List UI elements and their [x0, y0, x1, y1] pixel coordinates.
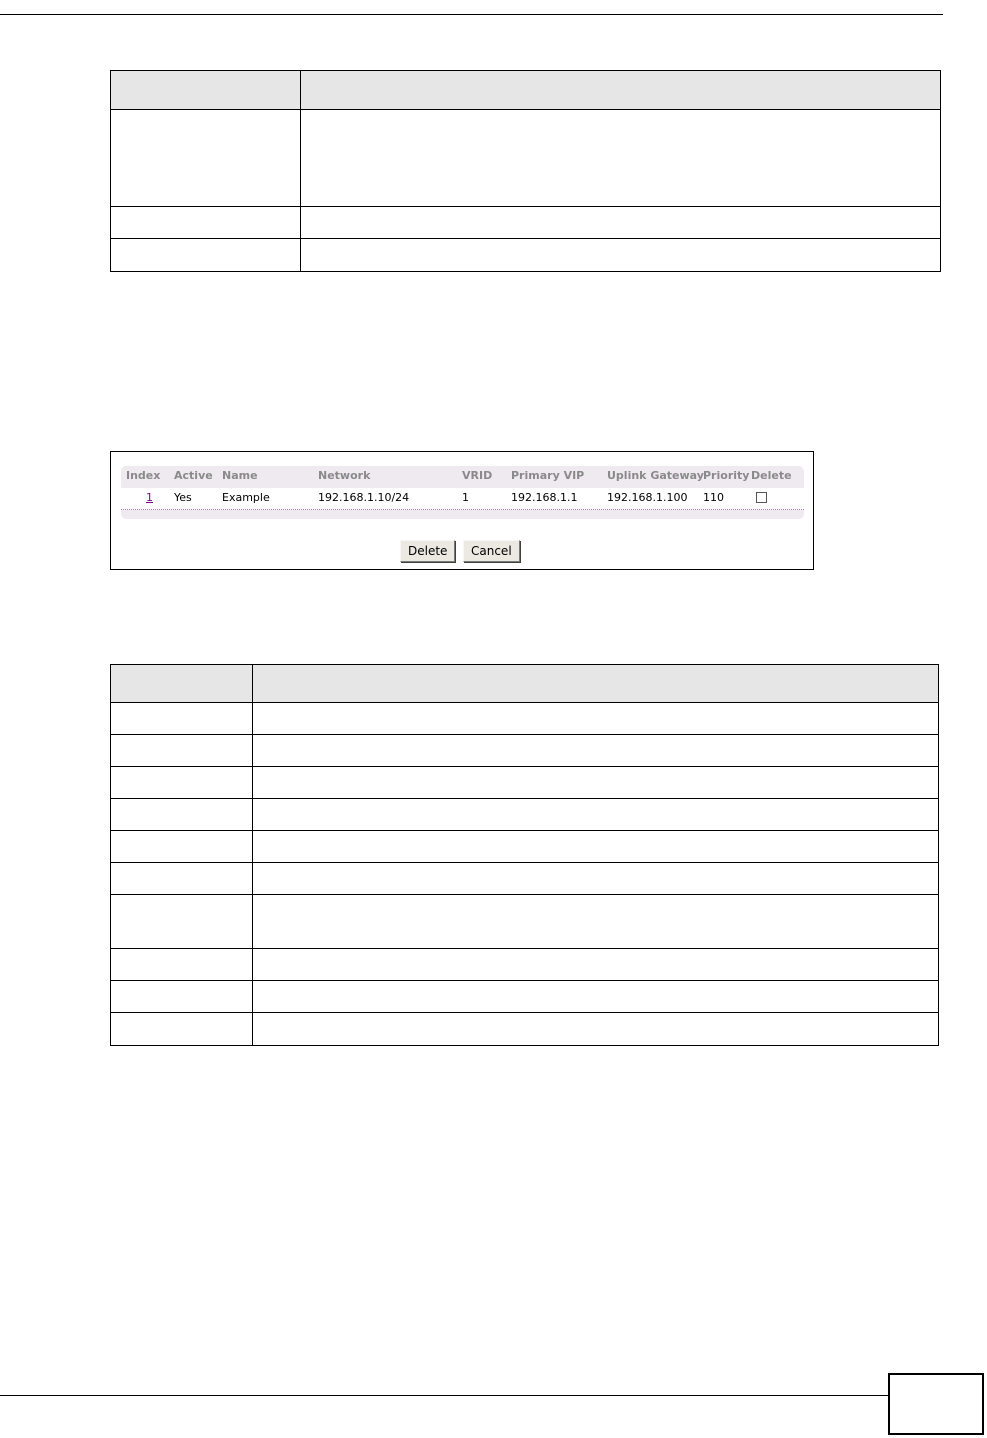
label-cell	[111, 207, 301, 239]
top-description-table	[110, 70, 941, 272]
uplink-gateway-value: 192.168.1.100	[607, 491, 688, 504]
label-cell	[111, 735, 253, 767]
column-header-index: Index	[126, 469, 161, 482]
cancel-button[interactable]: Cancel	[463, 540, 520, 562]
description-header-cell	[253, 665, 939, 703]
table-header-row	[111, 665, 939, 703]
table-row	[111, 799, 939, 831]
table-row	[111, 735, 939, 767]
label-cell	[111, 1013, 253, 1046]
vrrp-list-panel	[121, 466, 804, 519]
table-header-row	[111, 71, 941, 110]
description-header-cell	[301, 71, 941, 110]
description-cell	[301, 239, 941, 272]
description-cell	[253, 799, 939, 831]
label-cell	[111, 703, 253, 735]
column-header-network: Network	[318, 469, 371, 482]
label-cell	[111, 767, 253, 799]
list-header-row	[121, 466, 804, 486]
network-value: 192.168.1.10/24	[318, 491, 410, 504]
label-cell	[111, 799, 253, 831]
label-cell	[111, 981, 253, 1013]
table-row	[111, 239, 941, 272]
delete-button[interactable]: Delete	[400, 540, 455, 562]
description-cell	[253, 703, 939, 735]
priority-value: 110	[703, 491, 724, 504]
header-rule	[0, 14, 943, 15]
column-header-delete: Delete	[751, 469, 792, 482]
column-header-uplink-gateway: Uplink Gateway	[607, 469, 704, 482]
table-row	[111, 703, 939, 735]
vrid-value: 1	[462, 491, 469, 504]
table-row	[111, 895, 939, 949]
label-cell	[111, 831, 253, 863]
label-cell	[111, 895, 253, 949]
table-row	[111, 863, 939, 895]
label-cell	[111, 110, 301, 207]
column-header-priority: Priority	[703, 469, 750, 482]
label-cell	[111, 239, 301, 272]
description-cell	[253, 863, 939, 895]
field-description-table	[110, 664, 939, 1046]
entry-name: Example	[222, 491, 270, 504]
description-cell	[253, 831, 939, 863]
table-row	[111, 831, 939, 863]
description-cell	[253, 1013, 939, 1046]
table-row	[111, 981, 939, 1013]
label-cell	[111, 949, 253, 981]
description-cell	[253, 981, 939, 1013]
column-header-name: Name	[222, 469, 258, 482]
description-cell	[253, 735, 939, 767]
label-cell	[111, 863, 253, 895]
index-link[interactable]: 1	[146, 491, 153, 504]
description-cell	[253, 949, 939, 981]
table-row	[111, 949, 939, 981]
table-row	[111, 1013, 939, 1046]
column-header-active: Active	[174, 469, 213, 482]
delete-checkbox[interactable]	[756, 492, 767, 503]
column-header-primary-vip: Primary VIP	[511, 469, 585, 482]
description-cell	[301, 110, 941, 207]
page-number-box	[888, 1373, 984, 1435]
label-header-cell	[111, 665, 253, 703]
table-row	[111, 767, 939, 799]
table-row	[121, 488, 804, 510]
column-header-vrid: VRID	[462, 469, 493, 482]
table-row	[111, 207, 941, 239]
table-row	[111, 110, 941, 207]
active-status: Yes	[174, 491, 192, 504]
description-cell	[253, 895, 939, 949]
primary-vip-value: 192.168.1.1	[511, 491, 578, 504]
vrrp-summary-screenshot	[110, 451, 814, 570]
description-cell	[253, 767, 939, 799]
description-cell	[301, 207, 941, 239]
footer-rule	[0, 1395, 888, 1396]
label-header-cell	[111, 71, 301, 110]
